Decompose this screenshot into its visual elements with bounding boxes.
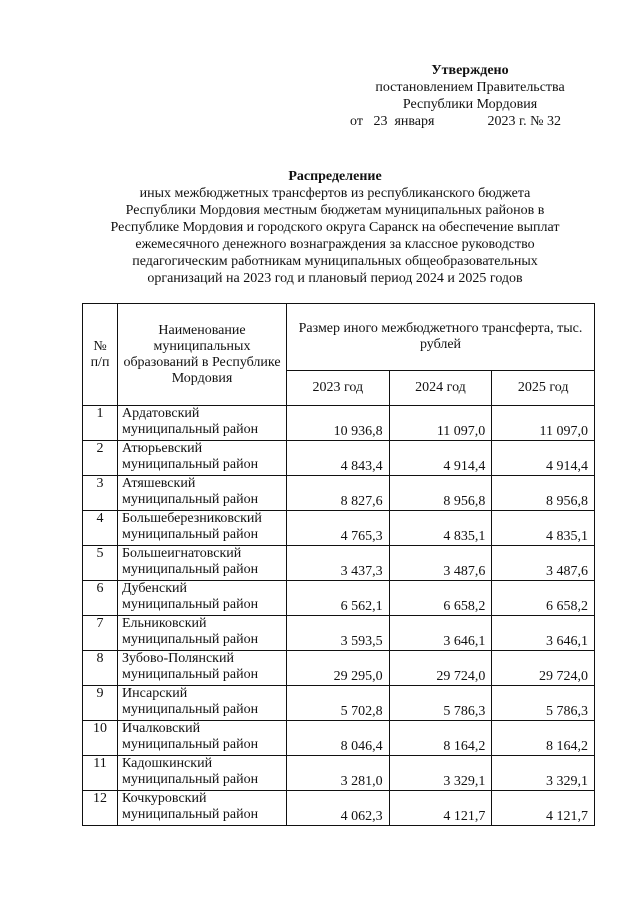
approval-month: января [394,114,435,129]
row-value-2023: 4 843,4 [287,441,390,476]
row-value-2024: 29 724,0 [389,651,492,686]
row-name-line-2: муниципальный район [122,737,259,752]
row-name-line-2: муниципальный район [122,422,259,437]
table-row [83,441,595,476]
row-name [118,791,287,826]
header-year-2025: 2025 год [492,371,595,406]
table-row [83,476,595,511]
row-value-2025: 4 835,1 [492,511,595,546]
row-name-line-1: Зубово-Полянский [122,651,234,666]
table-row [83,581,595,616]
row-number: 3 [83,476,118,511]
header-year-2023: 2023 год [287,371,390,406]
row-name [118,686,287,721]
title-line-6: организаций на 2023 год и плановый период 2024 и 2025 годов [147,271,523,286]
row-name-line-1: Атяшевский [122,476,196,491]
row-value-2025: 8 164,2 [492,721,595,756]
row-number: 6 [83,581,118,616]
row-number: 11 [83,756,118,791]
row-name [118,651,287,686]
row-name-line-1: Ельниковский [122,616,207,631]
row-value-2023: 8 827,6 [287,476,390,511]
row-number: 1 [83,406,118,441]
row-value-2025: 3 646,1 [492,616,595,651]
row-name-line-2: муниципальный район [122,632,259,647]
row-value-2024: 4 121,7 [389,791,492,826]
row-name-line-1: Кочкуровский [122,791,207,806]
row-number: 12 [83,791,118,826]
row-value-2023: 3 437,3 [287,546,390,581]
row-name-line-1: Ардатовский [122,406,200,421]
row-value-2023: 3 593,5 [287,616,390,651]
row-value-2025: 4 121,7 [492,791,595,826]
row-value-2023: 6 562,1 [287,581,390,616]
row-value-2025: 4 914,4 [492,441,595,476]
row-name-line-1: Большеигнатовский [122,546,242,561]
row-number: 10 [83,721,118,756]
row-name [118,476,287,511]
row-value-2024: 4 835,1 [389,511,492,546]
row-value-2023: 29 295,0 [287,651,390,686]
row-value-2024: 3 646,1 [389,616,492,651]
approval-year-number: 2023 г. № 32 [487,114,561,129]
title-line-1: иных межбюджетных трансфертов из республиканского бюджета [139,186,531,201]
approval-heading: Утверждено [431,63,509,78]
row-value-2025: 3 487,6 [492,546,595,581]
row-value-2025: 11 097,0 [492,406,595,441]
title-line-3: Республике Мордовия и городского округа Саранск на обеспечение выплат [110,220,560,235]
row-value-2025: 29 724,0 [492,651,595,686]
row-name-line-2: муниципальный район [122,772,259,787]
row-value-2023: 4 765,3 [287,511,390,546]
row-value-2024: 3 487,6 [389,546,492,581]
row-value-2023: 10 936,8 [287,406,390,441]
row-name-line-1: Кадошкинский [122,756,213,771]
row-value-2024: 8 164,2 [389,721,492,756]
row-value-2025: 8 956,8 [492,476,595,511]
table-row [83,651,595,686]
table-row [83,546,595,581]
row-value-2025: 3 329,1 [492,756,595,791]
row-value-2024: 11 097,0 [389,406,492,441]
table-row [83,686,595,721]
row-value-2024: 6 658,2 [389,581,492,616]
row-name [118,406,287,441]
row-name-line-1: Дубенский [122,581,188,596]
row-name-line-1: Атюрьевский [122,441,203,456]
header-number: № п/п [83,304,118,406]
document-title [80,168,590,287]
header-amount: Размер иного межбюджетного трансферта, тыс. рублей [287,304,595,371]
approval-stamp [340,62,600,130]
row-name [118,511,287,546]
row-name-line-1: Ичалковский [122,721,201,736]
row-name [118,546,287,581]
row-name [118,441,287,476]
row-value-2023: 4 062,3 [287,791,390,826]
row-number: 4 [83,511,118,546]
row-value-2023: 8 046,4 [287,721,390,756]
approval-date-prefix: от [350,114,363,129]
row-number: 7 [83,616,118,651]
header-name: Наименование муниципальных образований в Республике Мордовия [118,304,287,406]
table-row [83,791,595,826]
row-name [118,616,287,651]
row-value-2024: 8 956,8 [389,476,492,511]
row-value-2024: 3 329,1 [389,756,492,791]
table-body [83,406,595,826]
row-number: 8 [83,651,118,686]
table-row [83,406,595,441]
row-name [118,756,287,791]
row-name [118,581,287,616]
table-row [83,756,595,791]
row-name-line-2: муниципальный район [122,457,259,472]
row-number: 9 [83,686,118,721]
row-name-line-2: муниципальный район [122,527,259,542]
row-name-line-2: муниципальный район [122,492,259,507]
title-line-5: педагогическим работникам муниципальных общеобразовательных [132,254,538,269]
row-name-line-2: муниципальный район [122,597,259,612]
row-name-line-2: муниципальный район [122,667,259,682]
row-number: 5 [83,546,118,581]
row-name-line-2: муниципальный район [122,702,259,717]
row-name-line-1: Инсарский [122,686,188,701]
approval-day: 23 [373,114,388,129]
table-row [83,721,595,756]
row-value-2023: 5 702,8 [287,686,390,721]
row-number: 2 [83,441,118,476]
allocation-table [82,303,595,826]
approval-line-1: постановлением Правительства [375,80,565,95]
row-value-2024: 5 786,3 [389,686,492,721]
title-line-4: ежемесячного денежного вознаграждения за классное руководство [135,237,535,252]
approval-line-2: Республики Мордовия [402,97,538,112]
title-line-2: Республики Мордовия местным бюджетам муниципальных районов в [125,203,545,218]
row-name-line-1: Большеберезниковский [122,511,262,526]
table-row [83,511,595,546]
row-value-2025: 6 658,2 [492,581,595,616]
header-year-2024: 2024 год [389,371,492,406]
row-name-line-2: муниципальный район [122,562,259,577]
table-row [83,616,595,651]
row-name-line-2: муниципальный район [122,807,259,822]
row-value-2025: 5 786,3 [492,686,595,721]
row-value-2024: 4 914,4 [389,441,492,476]
row-value-2023: 3 281,0 [287,756,390,791]
approval-date-line [340,113,600,130]
row-name [118,721,287,756]
title-heading: Распределение [288,169,382,184]
